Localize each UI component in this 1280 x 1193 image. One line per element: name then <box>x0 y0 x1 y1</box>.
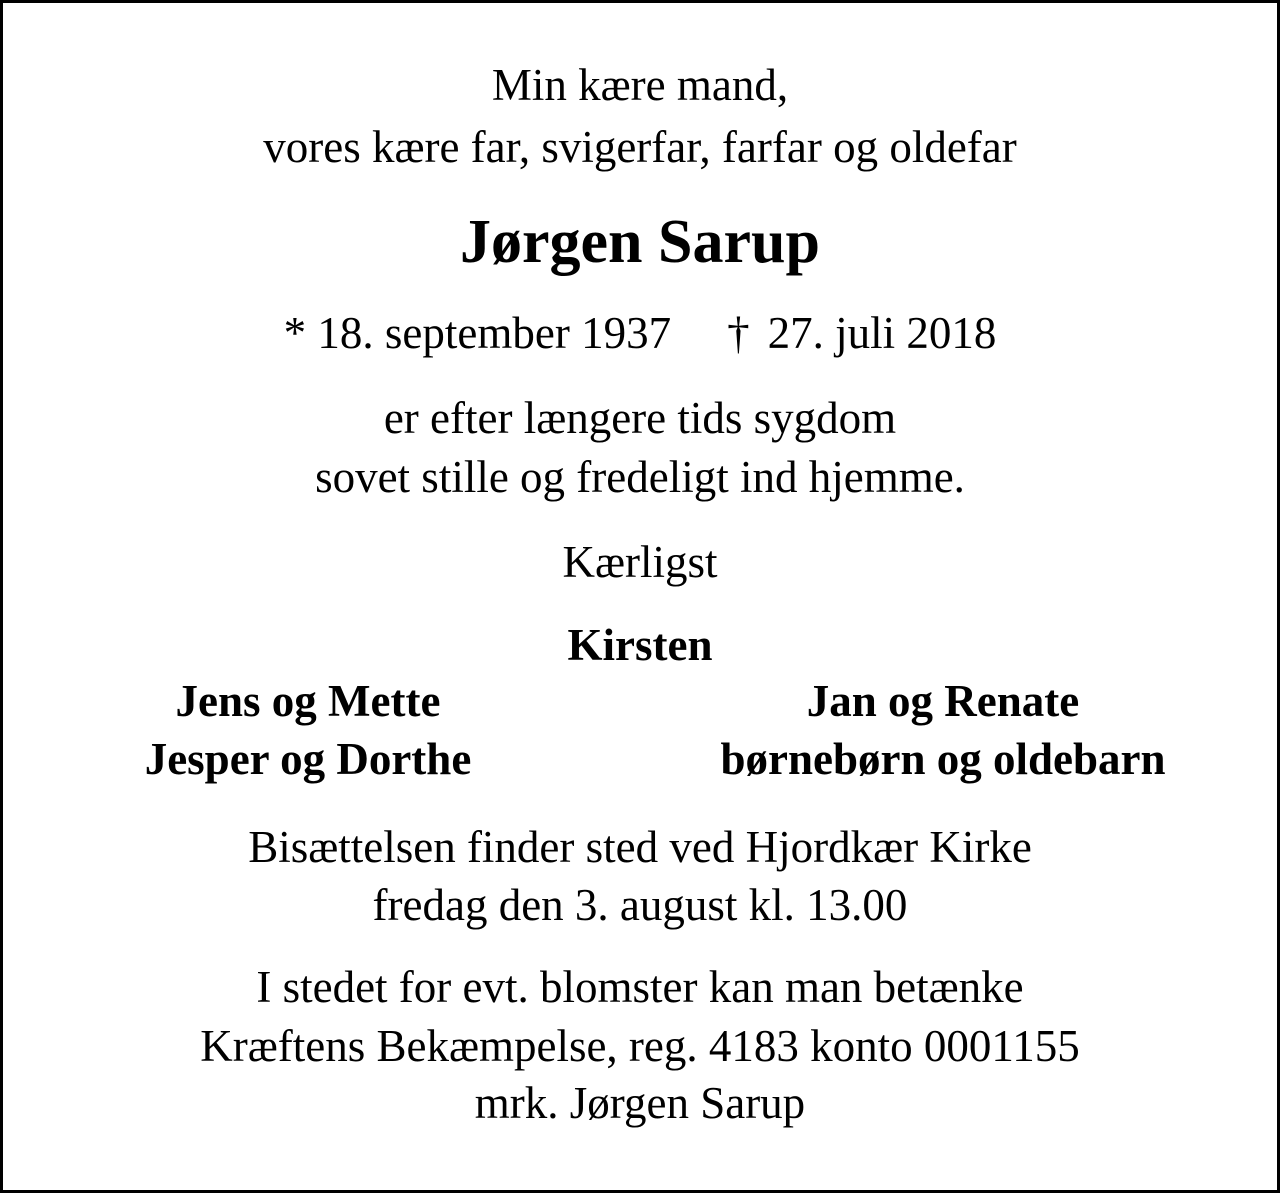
family-left-2: Jesper og Dorthe <box>144 734 472 784</box>
donation-line-1: I stedet for evt. blomster kan man betænke <box>256 962 1024 1012</box>
family-right-1: Jan og Renate <box>806 676 1080 726</box>
funeral-line-2: fredag den 3. august kl. 13.00 <box>372 880 908 930</box>
death-date: 27. juli 2018 <box>767 308 997 358</box>
life-dates <box>3 308 1277 358</box>
funeral-line-1: Bisættelsen finder sted ved Hjordkær Kirke <box>248 822 1032 872</box>
intro-line-1: Min kære mand, <box>491 60 789 110</box>
donation-line-3: mrk. Jørgen Sarup <box>474 1078 806 1128</box>
intro-line-2: vores kære far, svigerfar, farfar og oldefar <box>263 122 1017 172</box>
donation-line-2: Kræftens Bekæmpelse, reg. 4183 konto 0001155 <box>200 1021 1080 1071</box>
deceased-name: Jørgen Sarup <box>460 208 820 276</box>
birth-date: 18. september 1937 <box>317 308 672 358</box>
birth-symbol: * <box>283 308 307 358</box>
spouse-name: Kirsten <box>567 620 713 670</box>
family-right-2: børnebørn og oldebarn <box>720 734 1166 784</box>
family-left-1: Jens og Mette <box>175 676 441 726</box>
death-cross-icon: † <box>727 308 750 358</box>
message-line-2: sovet stille og fredeligt ind hjemme. <box>315 452 965 502</box>
closing-greeting: Kærligst <box>562 537 718 587</box>
message-line-1: er efter længere tids sygdom <box>383 393 897 443</box>
